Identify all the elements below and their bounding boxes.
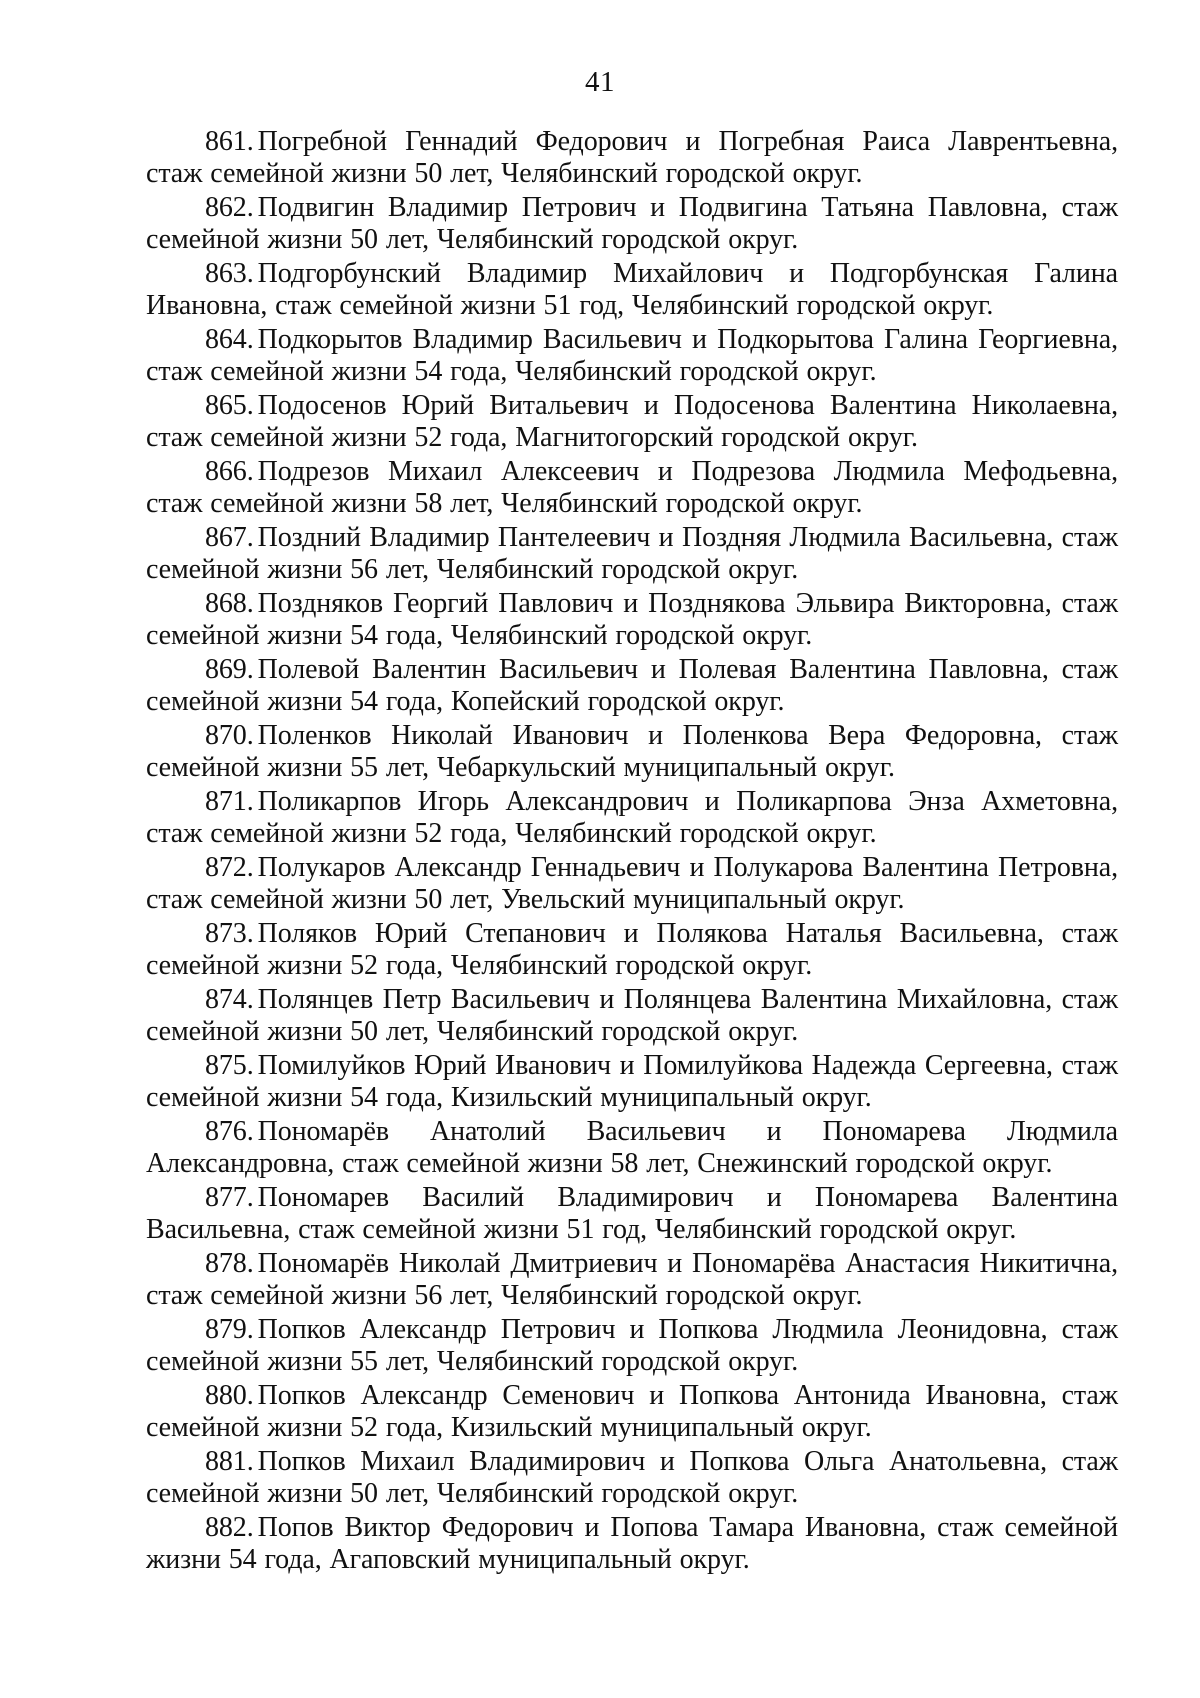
entry-text: Попов Виктор Федорович и Попова Тамара Ивановна, стаж семейной жизни 54 года, Агаповский муниципальный округ.	[146, 1512, 1118, 1575]
entry-text: Подрезов Михаил Алексеевич и Подрезова Людмила Мефодьевна, стаж семейной жизни 58 лет, Челябинский городской округ.	[146, 456, 1118, 519]
entry-number: 869.	[205, 654, 254, 685]
list-item	[146, 1116, 1118, 1180]
list-item	[146, 390, 1118, 454]
entry-text: Попков Михаил Владимирович и Попкова Ольга Анатольевна, стаж семейной жизни 50 лет, Челябинский городской округ.	[146, 1446, 1118, 1509]
list-item	[146, 456, 1118, 520]
list-item	[146, 1446, 1118, 1510]
entry-number: 881.	[205, 1446, 254, 1477]
entry-number: 877.	[205, 1182, 254, 1213]
entry-number: 875.	[205, 1050, 254, 1081]
entry-text: Полевой Валентин Васильевич и Полевая Валентина Павловна, стаж семейной жизни 54 года, Копейский городской округ.	[146, 654, 1118, 717]
entry-text: Подгорбунский Владимир Михайлович и Подгорбунская Галина Ивановна, стаж семейной жизни 51 год, Челябинский городской округ.	[146, 258, 1118, 321]
list-item	[146, 324, 1118, 388]
list-item	[146, 258, 1118, 322]
entry-text: Поздний Владимир Пантелеевич и Поздняя Людмила Васильевна, стаж семейной жизни 56 лет, Челябинский городской округ.	[146, 522, 1118, 585]
entry-number: 872.	[205, 852, 254, 883]
list-item	[146, 852, 1118, 916]
entry-number: 862.	[205, 192, 254, 223]
entry-number: 864.	[205, 324, 254, 355]
award-list	[146, 126, 1118, 1578]
entry-text: Поликарпов Игорь Александрович и Поликарпова Энза Ахметовна, стаж семейной жизни 52 года, Челябинский городской округ.	[146, 786, 1118, 849]
list-item	[146, 1182, 1118, 1246]
entry-number: 878.	[205, 1248, 254, 1279]
entry-text: Поздняков Георгий Павлович и Позднякова Эльвира Викторовна, стаж семейной жизни 54 года, Челябинский городской округ.	[146, 588, 1118, 651]
entry-number: 871.	[205, 786, 254, 817]
entry-number: 873.	[205, 918, 254, 949]
list-item	[146, 192, 1118, 256]
entry-text: Попков Александр Петрович и Попкова Людмила Леонидовна, стаж семейной жизни 55 лет, Челябинский городской округ.	[146, 1314, 1118, 1377]
entry-text: Поляков Юрий Степанович и Полякова Наталья Васильевна, стаж семейной жизни 52 года, Челябинский городской округ.	[146, 918, 1118, 981]
entry-text: Пономарёв Анатолий Васильевич и Пономарева Людмила Александровна, стаж семейной жизни 58 лет, Снежинский городской округ.	[146, 1116, 1118, 1179]
entry-text: Поленков Николай Иванович и Поленкова Вера Федоровна, стаж семейной жизни 55 лет, Чебаркульский муниципальный округ.	[146, 720, 1118, 783]
list-item	[146, 522, 1118, 586]
entry-text: Попков Александр Семенович и Попкова Антонида Ивановна, стаж семейной жизни 52 года, Кизильский муниципальный округ.	[146, 1380, 1118, 1443]
entry-text: Пономарев Василий Владимирович и Пономарева Валентина Васильевна, стаж семейной жизни 51 год, Челябинский городской округ.	[146, 1182, 1118, 1245]
entry-number: 867.	[205, 522, 254, 553]
entry-number: 882.	[205, 1512, 254, 1543]
list-item	[146, 1512, 1118, 1576]
list-item	[146, 918, 1118, 982]
entry-number: 876.	[205, 1116, 254, 1147]
entry-text: Полянцев Петр Васильевич и Полянцева Валентина Михайловна, стаж семейной жизни 50 лет, Челябинский городской округ.	[146, 984, 1118, 1047]
list-item	[146, 1050, 1118, 1114]
list-item	[146, 786, 1118, 850]
entry-text: Помилуйков Юрий Иванович и Помилуйкова Надежда Сергеевна, стаж семейной жизни 54 года, Кизильский муниципальный округ.	[146, 1050, 1118, 1113]
entry-text: Полукаров Александр Геннадьевич и Полукарова Валентина Петровна, стаж семейной жизни 50 лет, Увельский муниципальный округ.	[146, 852, 1118, 915]
entry-text: Погребной Геннадий Федорович и Погребная Раиса Лаврентьевна, стаж семейной жизни 50 лет, Челябинский городской округ.	[146, 126, 1118, 189]
entry-number: 866.	[205, 456, 254, 487]
entry-number: 880.	[205, 1380, 254, 1411]
entry-text: Подосенов Юрий Витальевич и Подосенова Валентина Николаевна, стаж семейной жизни 52 года, Магнитогорский городской округ.	[146, 390, 1118, 453]
list-item	[146, 1314, 1118, 1378]
entry-text: Подвигин Владимир Петрович и Подвигина Татьяна Павловна, стаж семейной жизни 50 лет, Челябинский городской округ.	[146, 192, 1118, 255]
list-item	[146, 720, 1118, 784]
entry-number: 879.	[205, 1314, 254, 1345]
entry-number: 865.	[205, 390, 254, 421]
entry-text: Подкорытов Владимир Васильевич и Подкорытова Галина Георгиевна, стаж семейной жизни 54 года, Челябинский городской округ.	[146, 324, 1118, 387]
list-item	[146, 126, 1118, 190]
page-number: 41	[585, 66, 615, 98]
entry-number: 861.	[205, 126, 254, 157]
list-item	[146, 1380, 1118, 1444]
entry-number: 874.	[205, 984, 254, 1015]
list-item	[146, 588, 1118, 652]
entry-number: 868.	[205, 588, 254, 619]
list-item	[146, 1248, 1118, 1312]
entry-number: 863.	[205, 258, 254, 289]
list-item	[146, 654, 1118, 718]
entry-number: 870.	[205, 720, 254, 751]
list-item	[146, 984, 1118, 1048]
entry-text: Пономарёв Николай Дмитриевич и Пономарёва Анастасия Никитична, стаж семейной жизни 56 лет, Челябинский городской округ.	[146, 1248, 1118, 1311]
